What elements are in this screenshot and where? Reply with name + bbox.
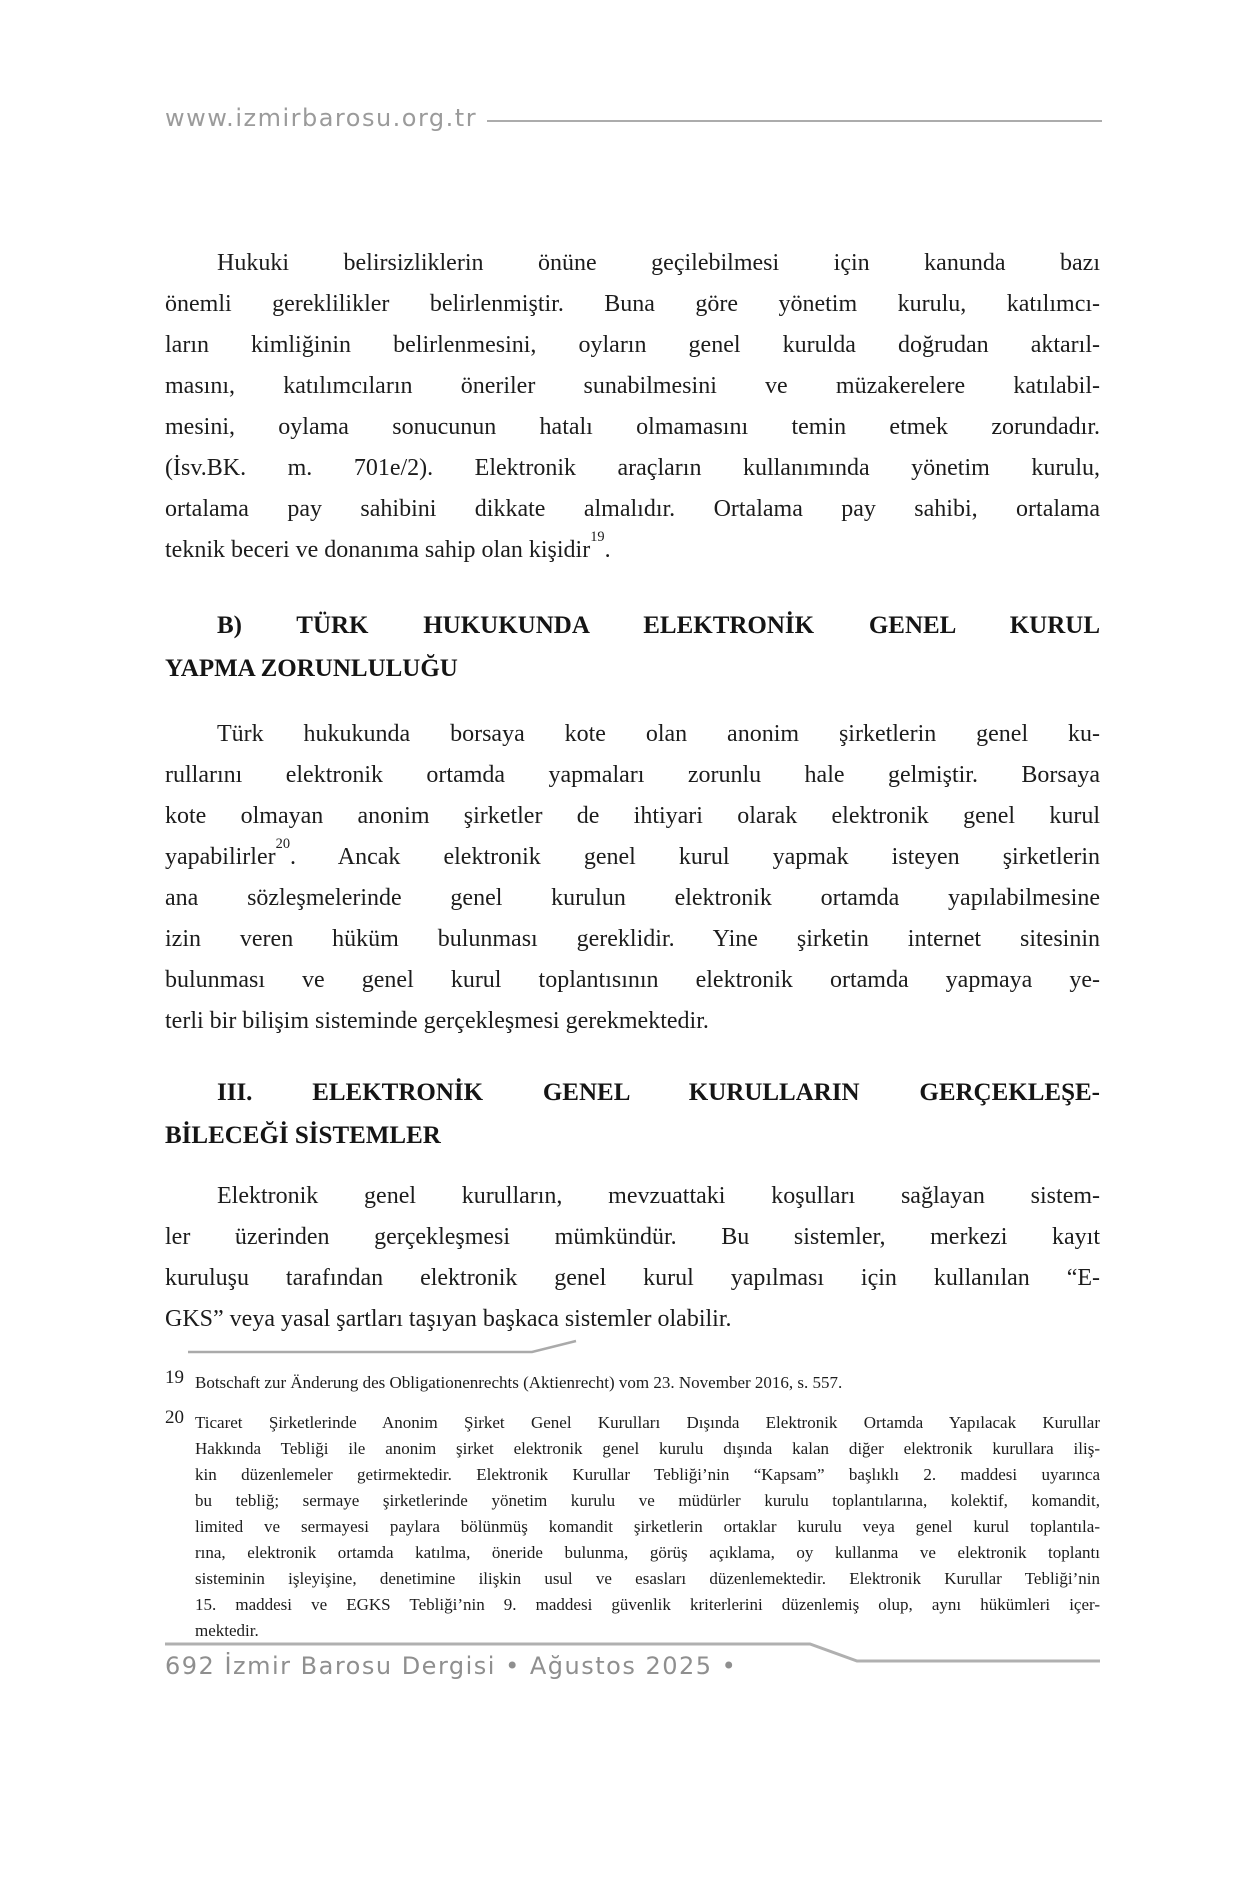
footnote-19-text <box>195 1370 1100 1396</box>
text-line: III. ELEKTRONİK GENEL KURULLARIN GERÇEKLEŞE- <box>217 1079 1100 1106</box>
text-line: izin veren hüküm bulunması gereklidir. Yine şirketin internet sitesinin <box>165 926 1100 952</box>
footnote-19 <box>165 1367 1100 1396</box>
text-line: ortalama pay sahibini dikkate almalıdır. Ortalama pay sahibi, ortalama <box>165 496 1100 522</box>
text-line: rullarını elektronik ortamda yapmaları zorunlu hale gelmiştir. Borsaya <box>165 762 1100 788</box>
text-line: terli bir bilişim sisteminde gerçekleşmesi gerekmektedir. <box>165 1008 709 1034</box>
text-line: GKS” veya yasal şartları taşıyan başkaca sistemler olabilir. <box>165 1306 732 1332</box>
text-line: Elektronik genel kurulların, mevzuattaki koşulları sağlayan sistem- <box>217 1183 1100 1209</box>
text-line: yapabilirler$^{20}$. Ancak elektronik genel kurul yapmak isteyen şirketlerin <box>165 835 1100 870</box>
heading-iii-sistemler <box>165 1071 1100 1157</box>
paragraph-3 <box>165 1176 1100 1340</box>
header-rule <box>487 120 1102 122</box>
text-line: bu tebliğ; sermaye şirketlerinde yönetim kurulu ve müdürler kurulu toplantılarına, kolektif, komandit, <box>195 1491 1100 1510</box>
text-line: kote olmayan anonim şirketler de ihtiyari olarak elektronik genel kurul <box>165 803 1100 829</box>
footnote-20-number: 20 <box>165 1407 184 1428</box>
text-line: Türk hukukunda borsaya kote olan anonim şirketlerin genel ku- <box>217 721 1100 747</box>
text-line: mesini, oylama sonucunun hatalı olmamasını temin etmek zorundadır. <box>165 414 1100 440</box>
footnote-20-text <box>195 1410 1100 1644</box>
header-url: www.izmirbarosu.org.tr <box>165 104 478 132</box>
text-line: rına, elektronik ortamda katılma, öneride bulunma, görüş açıklama, oy kullanma ve elektronik toplantı <box>195 1543 1100 1562</box>
text-line: Hukuki belirsizliklerin önüne geçilebilmesi için kanunda bazı <box>217 250 1100 276</box>
page-header <box>165 104 1102 132</box>
text-line: BİLECEĞİ SİSTEMLER <box>165 1122 441 1149</box>
text-line: kin düzenlemeler getirmektedir. Elektronik Kurullar Tebliği’nin “Kapsam” başlıklı 2. maddesi uyarınca <box>195 1465 1100 1484</box>
text-line: mektedir. <box>195 1621 259 1640</box>
paragraph-1 <box>165 243 1100 571</box>
footer-page-info: 692 İzmir Barosu Dergisi • Ağustos 2025 • <box>165 1652 738 1680</box>
text-line: önemli gereklilikler belirlenmiştir. Buna göre yönetim kurulu, katılımcı- <box>165 291 1100 317</box>
text-line: YAPMA ZORUNLULUĞU <box>165 655 458 682</box>
footnote-reference: 20 <box>275 835 291 852</box>
text-line: Botschaft zur Änderung des Obligationenrechts (Aktienrecht) vom 23. November 2016, s. 557. <box>195 1373 843 1392</box>
text-line: ler üzerinden gerçekleşmesi mümkündür. Bu sistemler, merkezi kayıt <box>165 1224 1100 1250</box>
text-line: ların kimliğinin belirlenmesini, oyların genel kurulda doğrudan aktarıl- <box>165 332 1100 358</box>
text-line: (İsv.BK. m. 701e/2). Elektronik araçların kullanımında yönetim kurulu, <box>165 455 1100 481</box>
heading-b-turk-hukukunda <box>165 604 1100 690</box>
footnote-19-number: 19 <box>165 1367 184 1388</box>
text-line: kuruluşu tarafından elektronik genel kurul yapılması için kullanılan “E- <box>165 1265 1100 1291</box>
text-line: masını, katılımcıların öneriler sunabilmesini ve müzakerelere katılabil- <box>165 373 1100 399</box>
paragraph-2 <box>165 714 1100 1042</box>
footnote-20 <box>165 1407 1100 1644</box>
text-line: limited ve sermayesi paylara bölünmüş komandit şirketlerin ortaklar kurulu veya genel kurul toplantıla- <box>195 1517 1100 1536</box>
text-line: Hakkında Tebliği ile anonim şirket elektronik genel kurulu dışında kalan diğer elektronik kurullara iliş- <box>195 1439 1100 1458</box>
text-line: bulunması ve genel kurul toplantısının elektronik ortamda yapmaya ye- <box>165 967 1100 993</box>
text-line: B) TÜRK HUKUKUNDA ELEKTRONİK GENEL KURUL <box>217 612 1100 639</box>
text-line: 15. maddesi ve EGKS Tebliği’nin 9. maddesi güvenlik kriterlerini düzenlemiş olup, aynı hükümleri içer- <box>195 1595 1100 1614</box>
footnote-separator <box>186 1338 586 1356</box>
footnote-reference: 19 <box>590 528 605 545</box>
text-line: sisteminin işleyişine, denetimine ilişkin usul ve esasları düzenlemektedir. Elektronik Kurullar Tebliği’nin <box>195 1569 1100 1588</box>
text-line: ana sözleşmelerinde genel kurulun elektronik ortamda yapılabilmesine <box>165 885 1100 911</box>
text-line: Ticaret Şirketlerinde Anonim Şirket Genel Kurulları Dışında Elektronik Ortamda Yapılacak Kurullar <box>195 1413 1100 1432</box>
text-line: teknik beceri ve donanıma sahip olan kişidir$^{19}$. <box>165 528 611 563</box>
